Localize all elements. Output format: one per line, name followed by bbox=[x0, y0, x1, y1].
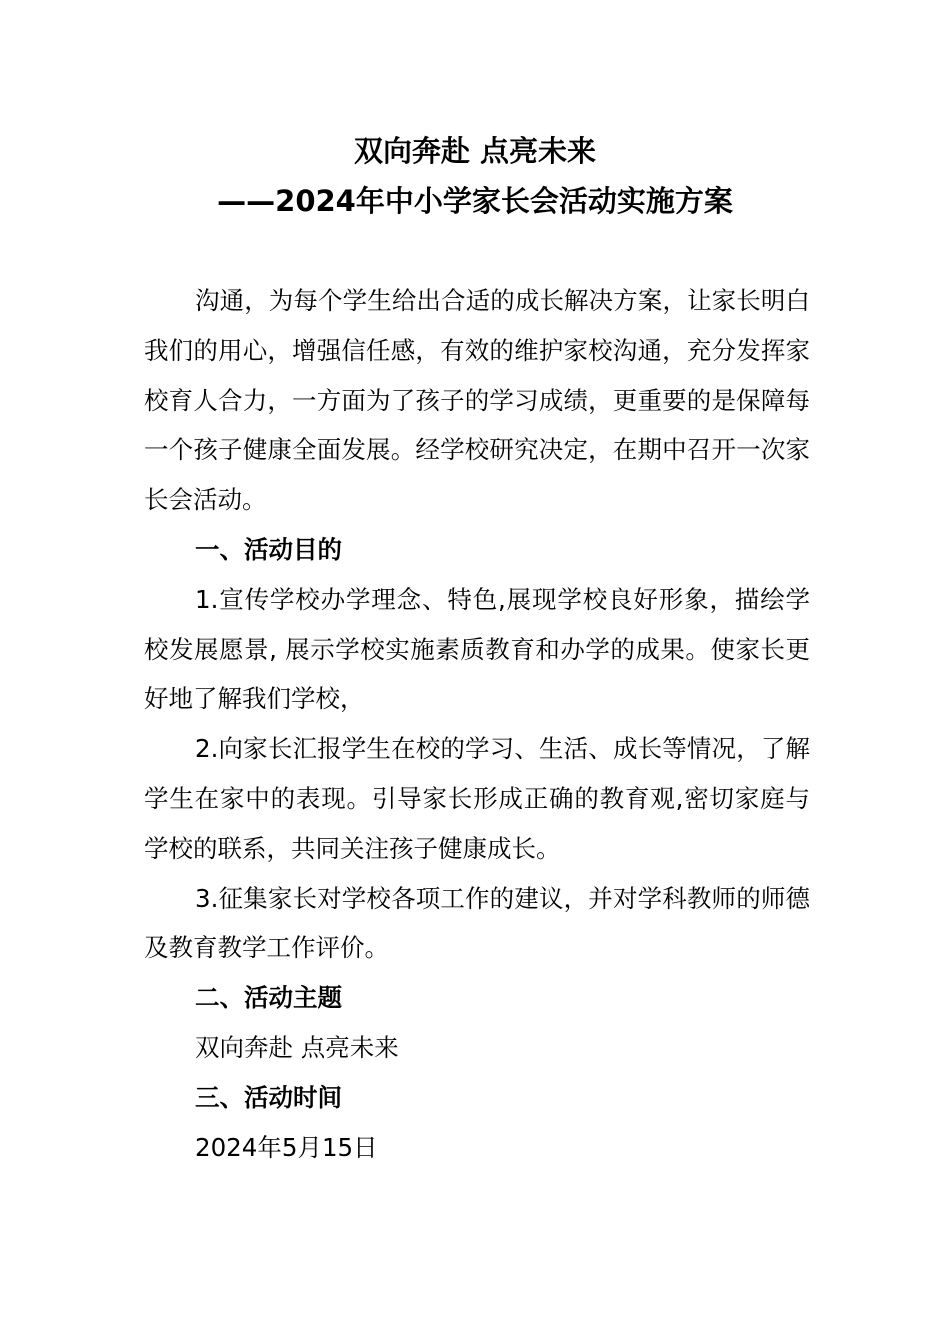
section-heading-time: 三、活动时间 bbox=[195, 1082, 342, 1112]
section-heading-purpose: 一、活动目的 bbox=[195, 534, 342, 564]
theme-text: 双向奔赴 点亮未来 bbox=[195, 1032, 399, 1062]
document-title: 双向奔赴 点亮未来 bbox=[353, 134, 597, 168]
purpose-item-2: 2.向家长汇报学生在校的学习、生活、成长等情况，了解学生在家中的表现。引导家长形成正确的教育观,密切家庭与学校的联系，共同关注孩子健康成长。 bbox=[144, 734, 810, 863]
document-subtitle: ——2024年中小学家长会活动实施方案 bbox=[217, 184, 733, 218]
document-body bbox=[144, 276, 810, 1172]
purpose-item-1: 1.宣传学校办学理念、特色,展现学校良好形象，描绘学校发展愿景, 展示学校实施素质教育和办学的成果。使家长更好地了解我们学校， bbox=[144, 584, 810, 714]
event-date: 2024年5月15日 bbox=[195, 1132, 378, 1162]
intro-paragraph: 沟通，为每个学生给出合适的成长解决方案，让家长明白我们的用心，增强信任感，有效的维护家校沟通，充分发挥家校育人合力，一方面为了孩子的学习成绩，更重要的是保障每一个孩子健康全面发展。经学校研究决定，在期中召开一次家长会活动。 bbox=[144, 286, 810, 515]
section-heading-theme: 二、活动主题 bbox=[195, 983, 342, 1013]
purpose-item-3: 3.征集家长对学校各项工作的建议，并对学科教师的师德及教育教学工作评价。 bbox=[144, 883, 810, 963]
